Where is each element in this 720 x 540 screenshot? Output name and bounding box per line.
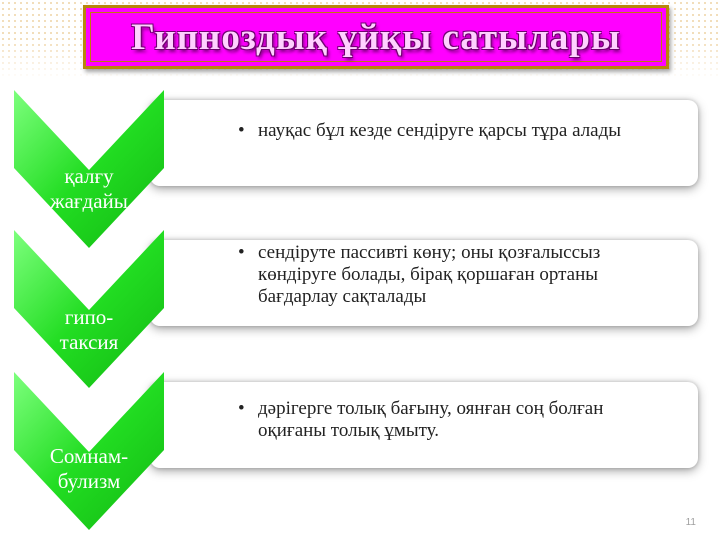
stage-3-chevron bbox=[14, 372, 164, 530]
stage-2-label-line1: гипо- bbox=[64, 305, 114, 329]
stage-2-panel bbox=[150, 240, 698, 326]
page-title: Гипноздық ұйқы сатылары bbox=[131, 16, 621, 58]
stage-2-label bbox=[14, 305, 164, 355]
stage-1-panel bbox=[150, 100, 698, 186]
stage-2-text-block bbox=[238, 242, 658, 308]
title-banner bbox=[83, 5, 669, 69]
stage-1-text-block bbox=[238, 120, 658, 142]
stage-2-chevron bbox=[14, 230, 164, 388]
bullet-icon: • bbox=[238, 120, 245, 141]
stage-1-chevron bbox=[14, 90, 164, 248]
stage-3-label-line1: Сомнам- bbox=[49, 444, 129, 468]
stage-3-label-line2: булизм bbox=[57, 469, 121, 493]
stage-1-label-line2: жағдайы bbox=[50, 189, 128, 213]
stage-1-label bbox=[14, 164, 164, 214]
stage-3-panel bbox=[150, 382, 698, 468]
stage-3-description: дәрігерге толық бағыну, оянған соң болған оқиғаны толық ұмыту. bbox=[258, 398, 604, 441]
stage-3-label bbox=[14, 444, 164, 494]
stage-3-text-block bbox=[238, 398, 658, 442]
stage-1-label-line1: қалғу bbox=[64, 164, 114, 188]
stage-2-label-line2: таксия bbox=[59, 330, 119, 354]
stage-1-description: науқас бұл кезде сендіруге қарсы тұра алады bbox=[258, 120, 622, 141]
bullet-icon: • bbox=[238, 242, 245, 263]
bullet-icon: • bbox=[238, 398, 245, 419]
page-number: 11 bbox=[685, 517, 696, 528]
stage-2-description: сендіруте пассивті көну; оны қозғалыссыз көндіруге болады, бірақ қоршаған ортаны бағдарлау сақталады bbox=[258, 242, 601, 307]
